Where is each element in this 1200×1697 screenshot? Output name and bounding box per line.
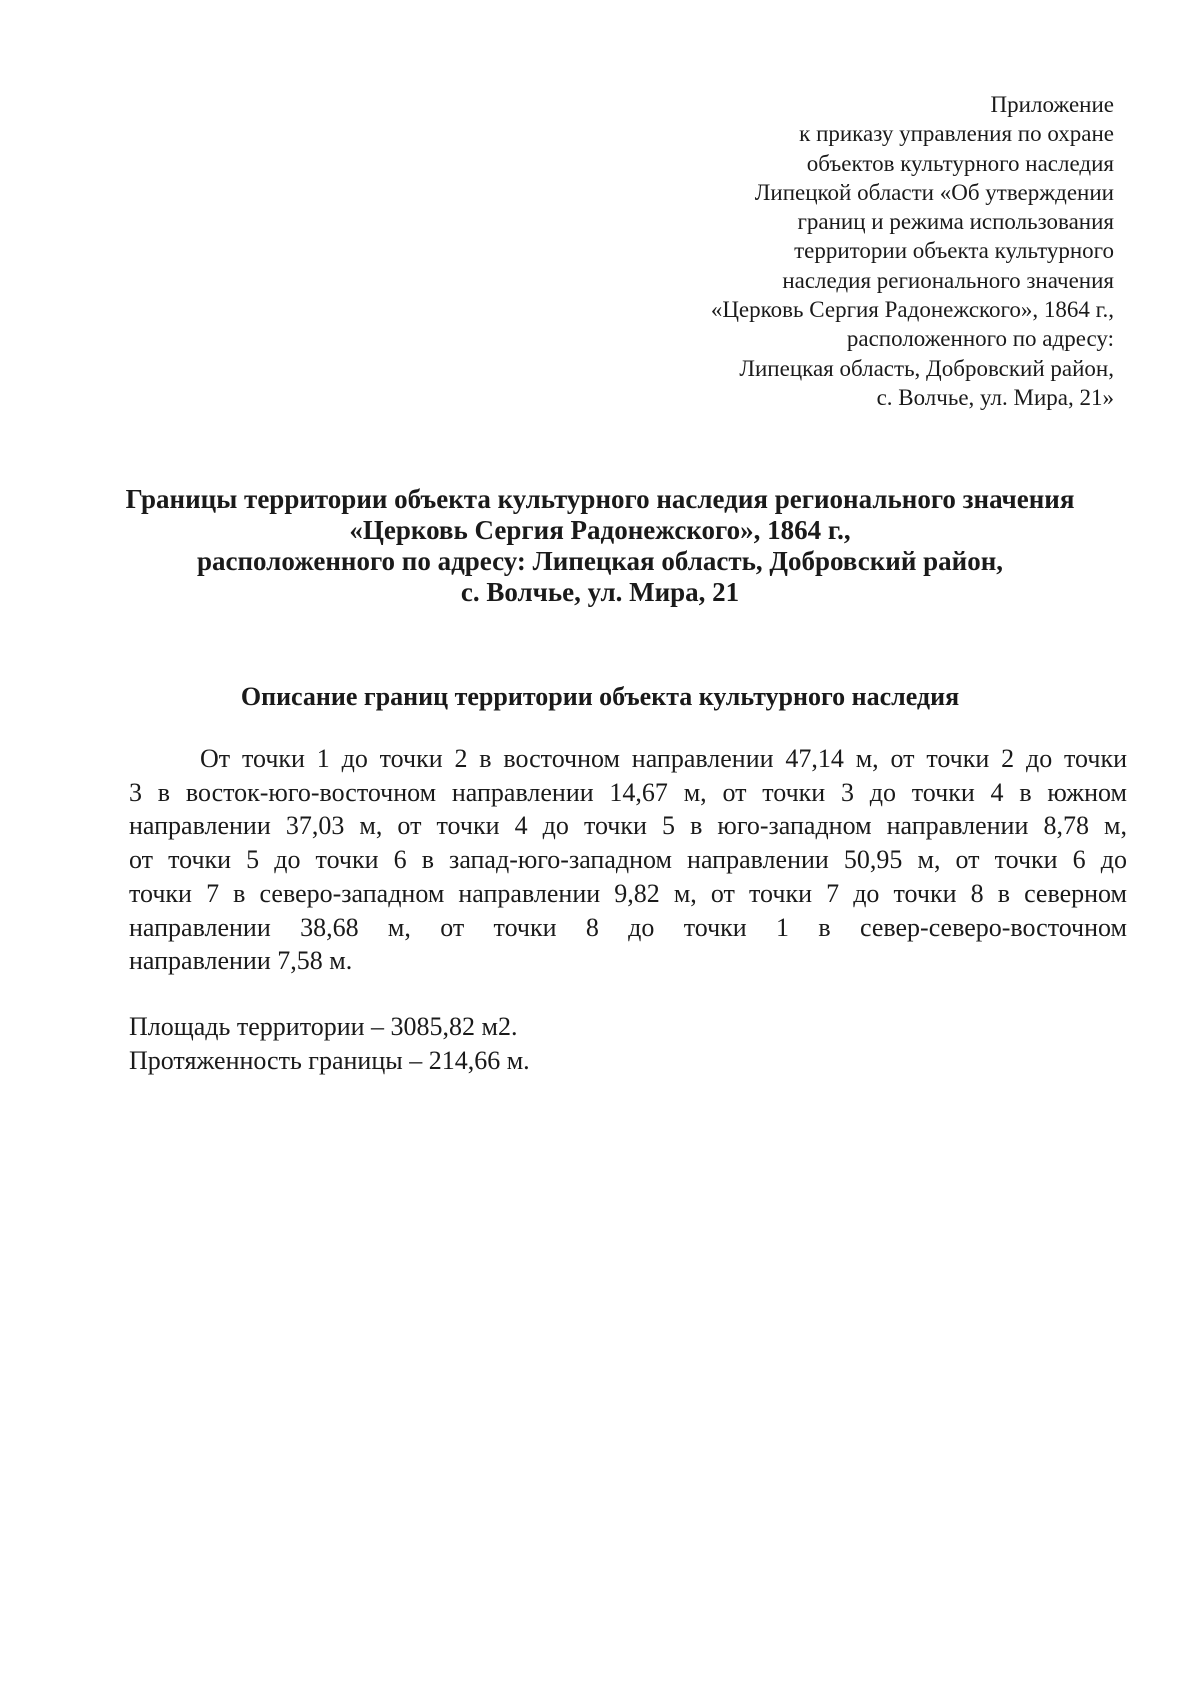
description-line: направлении 38,68 м, от точки 8 до точки 1 в север-северо-восточном	[129, 912, 1127, 942]
description-line: точки 7 в северо-западном направлении 9,82 м, от точки 7 до точки 8 в северном	[129, 878, 1127, 908]
appendix-line: объектов культурного наследия	[806, 150, 1114, 176]
description-line: От точки 1 до точки 2 в восточном направлении 47,14 м, от точки 2 до точки	[200, 744, 1127, 773]
document-title	[0, 484, 1200, 608]
boundary-description	[129, 742, 1127, 978]
appendix-line: Липецкой области «Об утверждении	[754, 179, 1114, 205]
appendix-header	[554, 90, 1114, 412]
description-line: направлении 7,58 м.	[129, 946, 353, 976]
appendix-line: с. Волчье, ул. Мира, 21»	[876, 384, 1114, 410]
appendix-line: к приказу управления по охране	[799, 121, 1114, 147]
territory-stats	[129, 1010, 530, 1077]
description-line: 3 в восток-юго-восточном направлении 14,67 м, от точки 3 до точки 4 в южном	[129, 777, 1127, 807]
description-line: от точки 5 до точки 6 в запад-юго-западном направлении 50,95 м, от точки 6 до	[129, 845, 1127, 875]
perimeter-value: Протяженность границы – 214,66 м.	[129, 1045, 530, 1075]
area-value: Площадь территории – 3085,82 м2.	[129, 1012, 518, 1041]
appendix-line: территории объекта культурного	[794, 238, 1114, 264]
appendix-line: Липецкая область, Добровский район,	[739, 355, 1114, 381]
title-line: «Церковь Сергия Радонежского», 1864 г.,	[349, 515, 851, 545]
section-heading: Описание границ территории объекта культурного наследия	[240, 682, 960, 711]
title-line: с. Волчье, ул. Мира, 21	[460, 577, 740, 607]
title-line: Границы территории объекта культурного наследия регионального значения	[125, 484, 1075, 514]
appendix-line: Приложение	[990, 92, 1114, 117]
appendix-line: границ и режима использования	[797, 209, 1114, 235]
appendix-line: наследия регионального значения	[782, 267, 1114, 293]
description-line: направлении 37,03 м, от точки 4 до точки 5 в юго-западном направлении 8,78 м,	[129, 811, 1127, 841]
appendix-line: расположенного по адресу:	[846, 326, 1114, 352]
title-line: расположенного по адресу: Липецкая область, Добровский район,	[196, 546, 1004, 576]
appendix-line: «Церковь Сергия Радонежского», 1864 г.,	[710, 297, 1114, 323]
